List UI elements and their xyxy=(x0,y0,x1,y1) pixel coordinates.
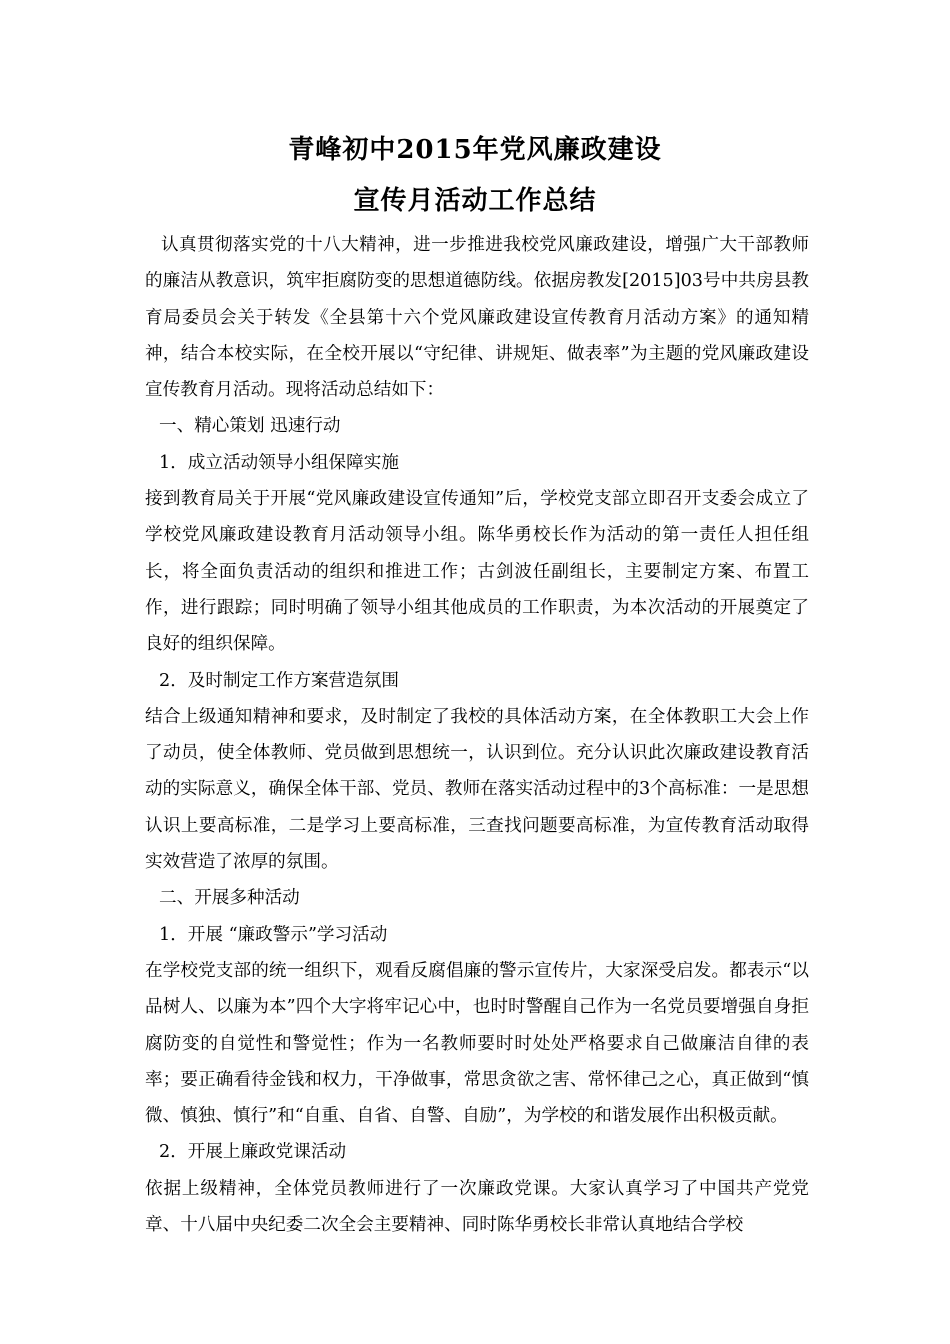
section-2-item-1-heading: 1．开展 “廉政警示”学习活动 xyxy=(159,924,388,945)
section-1-item-2-heading: 2．及时制定工作方案营造氛围 xyxy=(159,670,399,691)
section-1-item-1-heading: 1．成立活动领导小组保障实施 xyxy=(159,452,399,473)
document-title-line-2: 宣传月活动工作总结 xyxy=(353,186,597,216)
section-1-heading: 一、精心策划 迅速行动 xyxy=(159,416,341,437)
section-2-item-1-paragraph: 在学校党支部的统一组织下，观看反腐倡廉的警示宣传片，大家深受启发。都表示“以品树人、以廉为本”四个大字将牢记心中，也时时警醒自己作为一名党员要增强自身拒腐防变的自觉性和警觉性；作为一名教师要时时处处严格要求自己做廉洁自律的表率；要正确看待金钱和权力，干净做事，常思贪欲之害、常怀律己之心，真正做到“慎微、慎独、慎行”和“自重、自省、自警、自励”，为学校的和谐发展作出积极贡献。 xyxy=(145,960,809,1127)
section-2-item-2-heading: 2．开展上廉政党课活动 xyxy=(159,1142,347,1163)
document-body xyxy=(145,227,809,1243)
section-2-item-2-paragraph: 依据上级精神，全体党员教师进行了一次廉政党课。大家认真学习了中国共产党党章、十八届中央纪委二次全会主要精神、同时陈华勇校长非常认真地结合学校 xyxy=(145,1178,809,1236)
section-2-heading: 二、开展多种活动 xyxy=(159,888,300,909)
section-1-item-2-paragraph: 结合上级通知精神和要求，及时制定了我校的具体活动方案，在全体教职工大会上作了动员，使全体教师、党员做到思想统一，认识到位。充分认识此次廉政建设教育活动的实际意义，确保全体干部、党员、教师在落实活动过程中的3个高标准：一是思想认识上要高标准，二是学习上要高标准，三查找问题要高标准，为宣传教育活动取得实效营造了浓厚的氛围。 xyxy=(145,706,809,873)
intro-paragraph: 认真贯彻落实党的十八大精神，进一步推进我校党风廉政建设，增强广大干部教师的廉洁从教意识，筑牢拒腐防变的思想道德防线。依据房教发[2015]03号中共房县教育局委员会关于转发《全县第十六个党风廉政建设宣传教育月活动方案》的通知精神，结合本校实际，在全校开展以“守纪律、讲规矩、做表率”为主题的党风廉政建设宣传教育月活动。现将活动总结如下： xyxy=(145,235,809,401)
document-title-line-1: 青峰初中2015年党风廉政建设 xyxy=(288,135,662,165)
section-1-item-1-paragraph: 接到教育局关于开展“党风廉政建设宣传通知”后，学校党支部立即召开支委会成立了学校党风廉政建设教育月活动领导小组。陈华勇校长作为活动的第一责任人担任组长，将全面负责活动的组织和推进工作；古剑波任副组长，主要制定方案、布置工作，进行跟踪；同时明确了领导小组其他成员的工作职责，为本次活动的开展奠定了良好的组织保障。 xyxy=(145,489,809,655)
